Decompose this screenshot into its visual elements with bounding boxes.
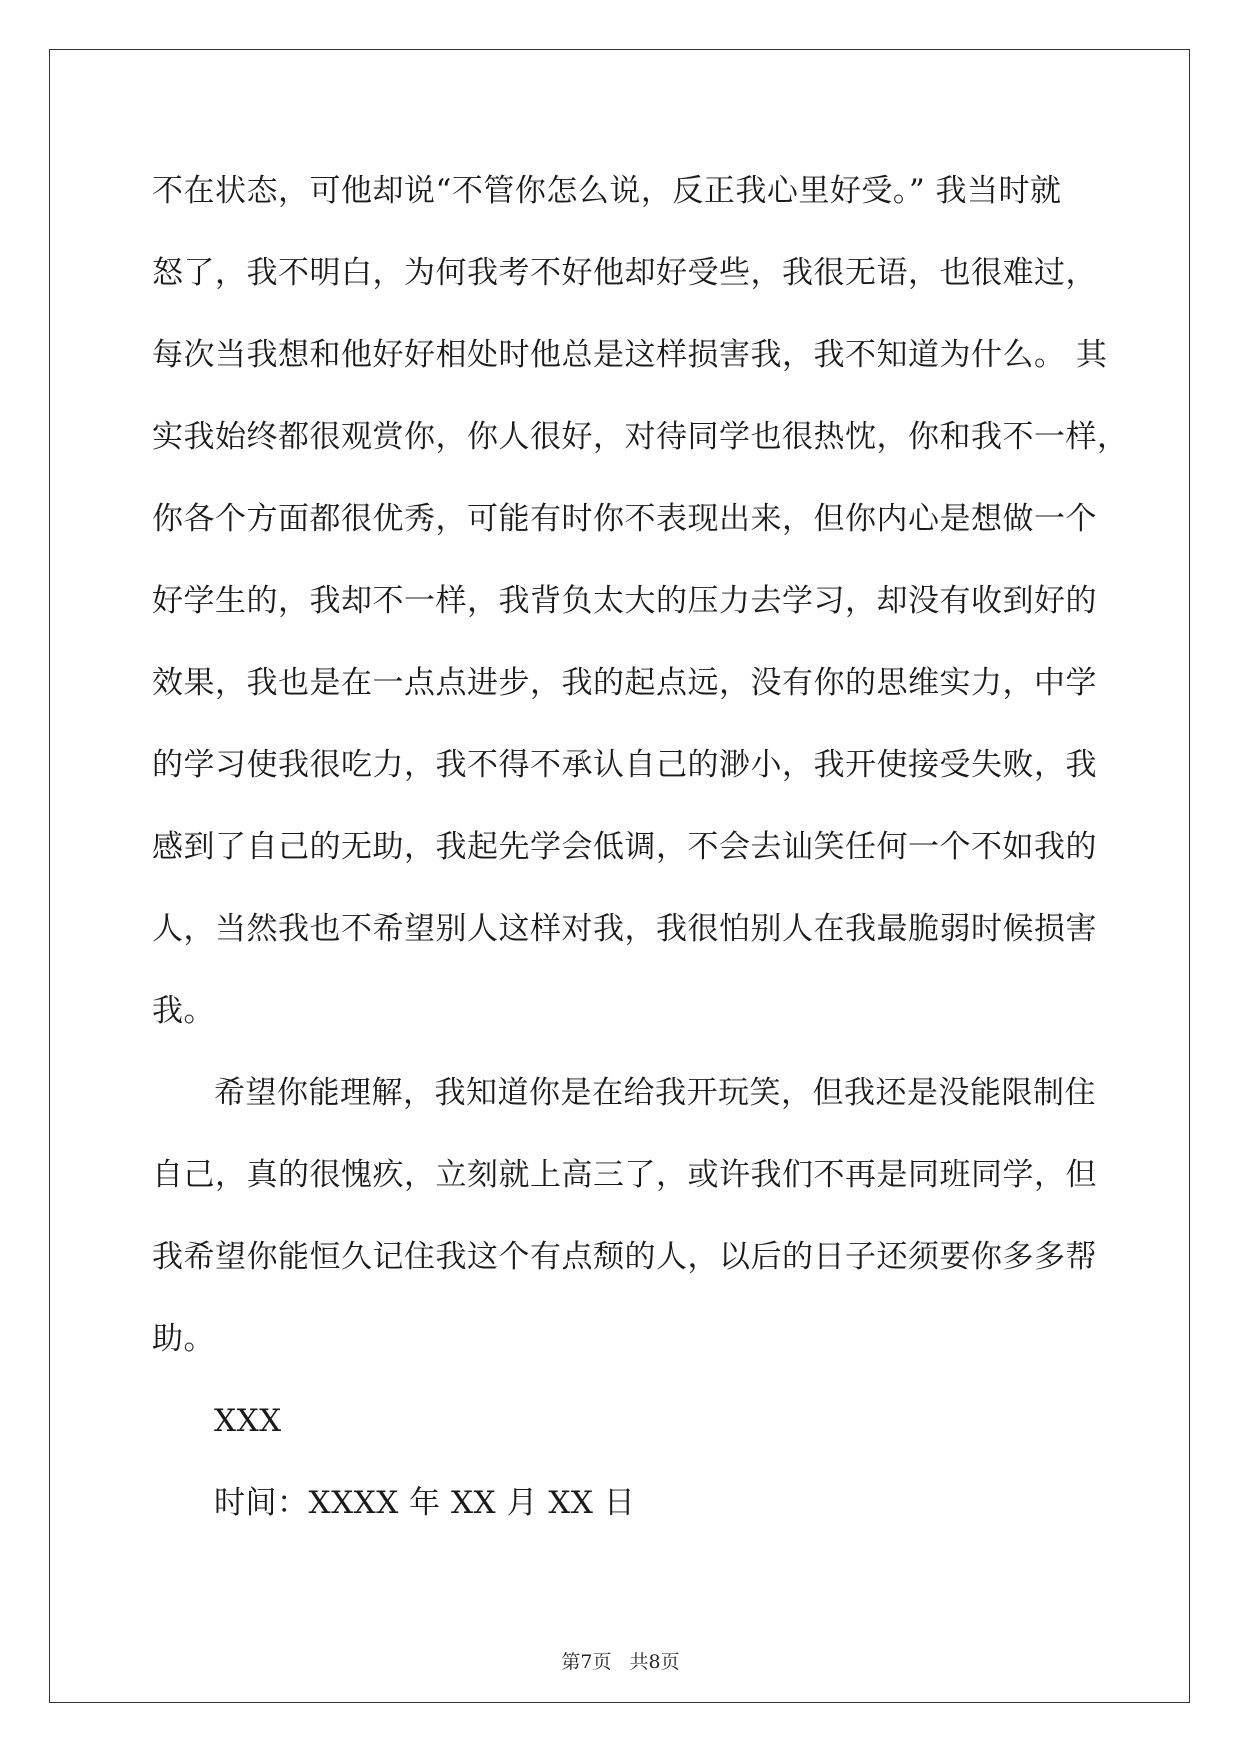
- text-line: 不在状态，可他却说“不管你怎么说，反正我心里好受。” 我当时就: [152, 173, 1062, 209]
- text-line: 好学生的，我却不一样，我背负太大的压力去学习，却没有收到好的: [152, 583, 1097, 619]
- document-body: [152, 158, 1129, 1552]
- date-line: 时间：XXXX 年 XX 月 XX 日: [214, 1485, 636, 1521]
- signature: XXX: [214, 1403, 282, 1439]
- text-line: 效果，我也是在一点点进步，我的起点远，没有你的思维实力，中学: [152, 665, 1097, 701]
- paragraph-2: [152, 1060, 1097, 1388]
- page-footer: [0, 1647, 1241, 1674]
- text-line: 希望你能理解，我知道你是在给我开玩笑，但我还是没能限制住: [214, 1075, 1096, 1111]
- text-line: 你各个方面都很优秀，可能有时你不表现出来，但你内心是想做一个: [152, 501, 1097, 537]
- text-line: 感到了自己的无助，我起先学会低调，不会去讪笑任何一个不如我的: [152, 829, 1097, 865]
- text-line: 每次当我想和他好好相处时他总是这样损害我，我不知道为什么。 其: [152, 337, 1108, 373]
- page-number-current: 第7页: [561, 1651, 612, 1673]
- paragraph-1: [152, 158, 1129, 1060]
- text-line: 自己，真的很愧疚，立刻就上高三了，或许我们不再是同班同学，但: [152, 1157, 1097, 1193]
- text-line: 我。: [152, 993, 215, 1029]
- text-line: 实我始终都很观赏你，你人很好，对待同学也很热忱，你和我不一样，: [152, 419, 1129, 455]
- text-line: 人，当然我也不希望别人这样对我，我很怕别人在我最脆弱时候损害: [152, 911, 1097, 947]
- text-line: 助。: [152, 1321, 215, 1357]
- text-line: 的学习使我很吃力，我不得不承认自己的渺小，我开使接受失败，我: [152, 747, 1097, 783]
- page-number-total: 共8页: [629, 1651, 680, 1673]
- text-line: 我希望你能恒久记住我这个有点颓的人，以后的日子还须要你多多帮: [152, 1239, 1097, 1275]
- text-line: 怒了，我不明白，为何我考不好他却好受些，我很无语，也很难过，: [152, 255, 1097, 291]
